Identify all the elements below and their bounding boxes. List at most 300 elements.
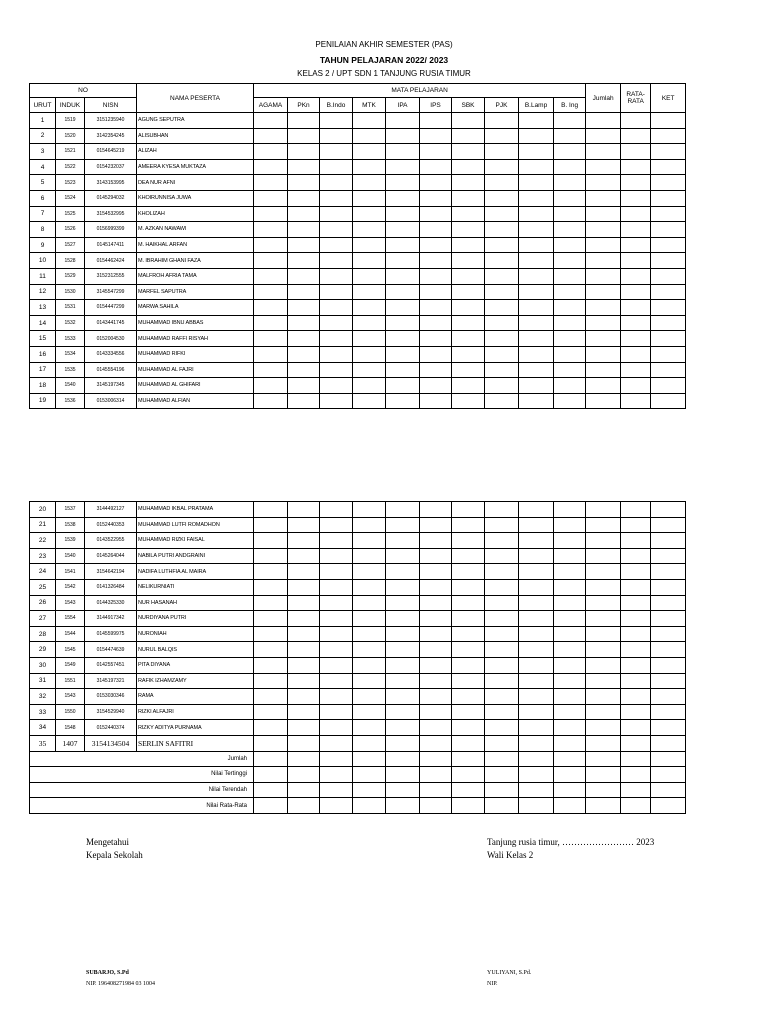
cell-score[interactable] — [386, 720, 420, 736]
cell-score[interactable] — [621, 284, 651, 300]
cell-score[interactable] — [452, 564, 485, 580]
cell-score[interactable] — [320, 673, 353, 689]
cell-score[interactable] — [621, 315, 651, 331]
cell-score[interactable] — [386, 533, 420, 549]
cell-score[interactable] — [452, 190, 485, 206]
cell-score[interactable] — [288, 206, 320, 222]
cell-score[interactable] — [586, 689, 621, 705]
cell-summary[interactable] — [519, 751, 554, 767]
cell-score[interactable] — [519, 611, 554, 627]
cell-score[interactable] — [651, 346, 686, 362]
cell-score[interactable] — [485, 626, 519, 642]
cell-score[interactable] — [254, 378, 288, 394]
cell-score[interactable] — [452, 268, 485, 284]
cell-score[interactable] — [320, 595, 353, 611]
cell-summary[interactable] — [254, 767, 288, 783]
cell-score[interactable] — [386, 673, 420, 689]
cell-score[interactable] — [554, 517, 586, 533]
cell-score[interactable] — [586, 268, 621, 284]
cell-score[interactable] — [320, 548, 353, 564]
cell-score[interactable] — [452, 626, 485, 642]
cell-score[interactable] — [452, 362, 485, 378]
cell-score[interactable] — [519, 315, 554, 331]
cell-score[interactable] — [353, 517, 386, 533]
cell-score[interactable] — [519, 159, 554, 175]
cell-score[interactable] — [288, 315, 320, 331]
cell-score[interactable] — [420, 237, 452, 253]
cell-score[interactable] — [353, 206, 386, 222]
cell-score[interactable] — [353, 502, 386, 518]
cell-score[interactable] — [320, 689, 353, 705]
cell-score[interactable] — [386, 190, 420, 206]
cell-score[interactable] — [519, 284, 554, 300]
cell-score[interactable] — [288, 159, 320, 175]
cell-score[interactable] — [254, 128, 288, 144]
cell-score[interactable] — [586, 720, 621, 736]
cell-score[interactable] — [651, 595, 686, 611]
cell-score[interactable] — [353, 113, 386, 129]
cell-score[interactable] — [452, 253, 485, 269]
cell-score[interactable] — [586, 144, 621, 160]
cell-score[interactable] — [353, 362, 386, 378]
cell-score[interactable] — [651, 300, 686, 316]
cell-score[interactable] — [288, 502, 320, 518]
cell-score[interactable] — [651, 735, 686, 751]
cell-score[interactable] — [651, 253, 686, 269]
cell-summary[interactable] — [621, 782, 651, 798]
cell-score[interactable] — [651, 175, 686, 191]
cell-score[interactable] — [519, 657, 554, 673]
cell-score[interactable] — [254, 735, 288, 751]
cell-summary[interactable] — [519, 798, 554, 814]
cell-score[interactable] — [554, 190, 586, 206]
cell-summary[interactable] — [651, 751, 686, 767]
cell-score[interactable] — [554, 626, 586, 642]
cell-score[interactable] — [485, 159, 519, 175]
cell-score[interactable] — [554, 548, 586, 564]
cell-score[interactable] — [254, 720, 288, 736]
cell-score[interactable] — [485, 735, 519, 751]
cell-score[interactable] — [485, 393, 519, 409]
cell-score[interactable] — [353, 564, 386, 580]
cell-score[interactable] — [621, 268, 651, 284]
cell-score[interactable] — [420, 611, 452, 627]
cell-score[interactable] — [386, 517, 420, 533]
cell-score[interactable] — [621, 595, 651, 611]
cell-score[interactable] — [386, 611, 420, 627]
cell-score[interactable] — [452, 222, 485, 238]
cell-score[interactable] — [353, 642, 386, 658]
cell-score[interactable] — [554, 206, 586, 222]
cell-score[interactable] — [288, 673, 320, 689]
cell-score[interactable] — [554, 331, 586, 347]
cell-summary[interactable] — [320, 767, 353, 783]
cell-score[interactable] — [554, 300, 586, 316]
cell-score[interactable] — [320, 626, 353, 642]
cell-score[interactable] — [420, 144, 452, 160]
cell-score[interactable] — [651, 331, 686, 347]
cell-score[interactable] — [353, 159, 386, 175]
cell-score[interactable] — [386, 642, 420, 658]
cell-summary[interactable] — [386, 767, 420, 783]
cell-score[interactable] — [586, 517, 621, 533]
cell-score[interactable] — [586, 657, 621, 673]
cell-summary[interactable] — [420, 798, 452, 814]
cell-score[interactable] — [519, 689, 554, 705]
cell-score[interactable] — [554, 175, 586, 191]
cell-summary[interactable] — [420, 751, 452, 767]
cell-score[interactable] — [452, 517, 485, 533]
cell-score[interactable] — [420, 222, 452, 238]
cell-score[interactable] — [386, 362, 420, 378]
cell-score[interactable] — [651, 533, 686, 549]
cell-score[interactable] — [485, 564, 519, 580]
cell-summary[interactable] — [586, 798, 621, 814]
cell-score[interactable] — [485, 673, 519, 689]
cell-score[interactable] — [452, 642, 485, 658]
cell-score[interactable] — [621, 175, 651, 191]
cell-score[interactable] — [320, 144, 353, 160]
cell-score[interactable] — [651, 284, 686, 300]
cell-score[interactable] — [353, 346, 386, 362]
cell-score[interactable] — [320, 579, 353, 595]
cell-score[interactable] — [651, 517, 686, 533]
cell-score[interactable] — [651, 579, 686, 595]
cell-score[interactable] — [288, 657, 320, 673]
cell-summary[interactable] — [420, 782, 452, 798]
cell-summary[interactable] — [254, 751, 288, 767]
cell-score[interactable] — [554, 502, 586, 518]
cell-score[interactable] — [452, 315, 485, 331]
cell-score[interactable] — [254, 315, 288, 331]
cell-summary[interactable] — [254, 782, 288, 798]
cell-score[interactable] — [586, 331, 621, 347]
cell-score[interactable] — [320, 362, 353, 378]
cell-score[interactable] — [452, 237, 485, 253]
cell-score[interactable] — [485, 144, 519, 160]
cell-score[interactable] — [288, 222, 320, 238]
cell-score[interactable] — [420, 284, 452, 300]
cell-score[interactable] — [320, 222, 353, 238]
cell-score[interactable] — [651, 673, 686, 689]
cell-score[interactable] — [420, 362, 452, 378]
cell-score[interactable] — [386, 393, 420, 409]
cell-summary[interactable] — [288, 751, 320, 767]
cell-score[interactable] — [386, 595, 420, 611]
cell-score[interactable] — [386, 315, 420, 331]
cell-summary[interactable] — [485, 782, 519, 798]
cell-score[interactable] — [485, 704, 519, 720]
cell-summary[interactable] — [651, 798, 686, 814]
cell-summary[interactable] — [386, 782, 420, 798]
cell-score[interactable] — [519, 673, 554, 689]
cell-score[interactable] — [452, 502, 485, 518]
cell-score[interactable] — [254, 611, 288, 627]
cell-score[interactable] — [519, 502, 554, 518]
cell-score[interactable] — [420, 720, 452, 736]
cell-score[interactable] — [621, 300, 651, 316]
cell-score[interactable] — [485, 237, 519, 253]
cell-score[interactable] — [452, 378, 485, 394]
cell-score[interactable] — [586, 502, 621, 518]
cell-score[interactable] — [586, 704, 621, 720]
cell-score[interactable] — [452, 595, 485, 611]
cell-summary[interactable] — [586, 751, 621, 767]
cell-summary[interactable] — [254, 798, 288, 814]
cell-score[interactable] — [386, 331, 420, 347]
cell-score[interactable] — [288, 378, 320, 394]
cell-score[interactable] — [452, 720, 485, 736]
cell-score[interactable] — [320, 378, 353, 394]
cell-score[interactable] — [452, 673, 485, 689]
cell-score[interactable] — [651, 642, 686, 658]
cell-score[interactable] — [554, 268, 586, 284]
cell-summary[interactable] — [353, 751, 386, 767]
cell-score[interactable] — [353, 268, 386, 284]
cell-summary[interactable] — [452, 798, 485, 814]
cell-score[interactable] — [621, 190, 651, 206]
cell-score[interactable] — [554, 144, 586, 160]
cell-score[interactable] — [420, 268, 452, 284]
cell-score[interactable] — [519, 144, 554, 160]
cell-score[interactable] — [554, 253, 586, 269]
cell-score[interactable] — [621, 222, 651, 238]
cell-score[interactable] — [420, 533, 452, 549]
cell-score[interactable] — [554, 720, 586, 736]
cell-score[interactable] — [519, 564, 554, 580]
cell-score[interactable] — [586, 548, 621, 564]
cell-score[interactable] — [452, 175, 485, 191]
cell-summary[interactable] — [621, 798, 651, 814]
cell-score[interactable] — [452, 548, 485, 564]
cell-score[interactable] — [485, 595, 519, 611]
cell-score[interactable] — [519, 222, 554, 238]
cell-score[interactable] — [386, 704, 420, 720]
cell-score[interactable] — [386, 564, 420, 580]
cell-summary[interactable] — [353, 767, 386, 783]
cell-score[interactable] — [320, 331, 353, 347]
cell-score[interactable] — [320, 284, 353, 300]
cell-score[interactable] — [353, 657, 386, 673]
cell-score[interactable] — [320, 517, 353, 533]
cell-score[interactable] — [254, 222, 288, 238]
cell-summary[interactable] — [519, 782, 554, 798]
cell-score[interactable] — [554, 735, 586, 751]
cell-score[interactable] — [554, 564, 586, 580]
cell-score[interactable] — [651, 626, 686, 642]
cell-score[interactable] — [554, 673, 586, 689]
cell-score[interactable] — [519, 393, 554, 409]
cell-score[interactable] — [586, 175, 621, 191]
cell-score[interactable] — [420, 595, 452, 611]
cell-score[interactable] — [519, 128, 554, 144]
cell-score[interactable] — [386, 626, 420, 642]
cell-score[interactable] — [651, 190, 686, 206]
cell-score[interactable] — [288, 720, 320, 736]
cell-score[interactable] — [485, 253, 519, 269]
cell-score[interactable] — [254, 237, 288, 253]
cell-score[interactable] — [254, 393, 288, 409]
cell-score[interactable] — [353, 548, 386, 564]
cell-score[interactable] — [288, 393, 320, 409]
cell-score[interactable] — [651, 502, 686, 518]
cell-score[interactable] — [420, 175, 452, 191]
cell-score[interactable] — [320, 502, 353, 518]
cell-score[interactable] — [353, 315, 386, 331]
cell-summary[interactable] — [452, 767, 485, 783]
cell-score[interactable] — [288, 564, 320, 580]
cell-score[interactable] — [320, 113, 353, 129]
cell-score[interactable] — [651, 564, 686, 580]
cell-score[interactable] — [554, 237, 586, 253]
cell-score[interactable] — [420, 579, 452, 595]
cell-score[interactable] — [586, 284, 621, 300]
cell-score[interactable] — [353, 331, 386, 347]
cell-score[interactable] — [586, 393, 621, 409]
cell-summary[interactable] — [288, 767, 320, 783]
cell-score[interactable] — [519, 253, 554, 269]
cell-score[interactable] — [254, 533, 288, 549]
cell-score[interactable] — [288, 642, 320, 658]
cell-score[interactable] — [485, 222, 519, 238]
cell-score[interactable] — [586, 315, 621, 331]
cell-score[interactable] — [621, 735, 651, 751]
cell-score[interactable] — [288, 579, 320, 595]
cell-score[interactable] — [651, 159, 686, 175]
cell-score[interactable] — [485, 331, 519, 347]
cell-score[interactable] — [485, 113, 519, 129]
cell-score[interactable] — [452, 393, 485, 409]
cell-score[interactable] — [651, 222, 686, 238]
cell-score[interactable] — [386, 548, 420, 564]
cell-score[interactable] — [254, 190, 288, 206]
cell-score[interactable] — [554, 642, 586, 658]
cell-score[interactable] — [386, 128, 420, 144]
cell-score[interactable] — [353, 284, 386, 300]
cell-score[interactable] — [485, 284, 519, 300]
cell-score[interactable] — [554, 315, 586, 331]
cell-score[interactable] — [554, 284, 586, 300]
cell-score[interactable] — [621, 237, 651, 253]
cell-score[interactable] — [586, 253, 621, 269]
cell-score[interactable] — [288, 626, 320, 642]
cell-score[interactable] — [288, 346, 320, 362]
cell-score[interactable] — [420, 300, 452, 316]
cell-summary[interactable] — [485, 751, 519, 767]
cell-score[interactable] — [586, 673, 621, 689]
cell-score[interactable] — [353, 533, 386, 549]
cell-score[interactable] — [519, 378, 554, 394]
cell-score[interactable] — [651, 378, 686, 394]
cell-score[interactable] — [586, 595, 621, 611]
cell-score[interactable] — [621, 564, 651, 580]
cell-score[interactable] — [254, 300, 288, 316]
cell-score[interactable] — [554, 611, 586, 627]
cell-score[interactable] — [386, 253, 420, 269]
cell-score[interactable] — [452, 611, 485, 627]
cell-score[interactable] — [519, 720, 554, 736]
cell-score[interactable] — [485, 362, 519, 378]
cell-score[interactable] — [519, 595, 554, 611]
cell-summary[interactable] — [554, 798, 586, 814]
cell-score[interactable] — [353, 689, 386, 705]
cell-score[interactable] — [651, 237, 686, 253]
cell-score[interactable] — [651, 128, 686, 144]
cell-score[interactable] — [386, 579, 420, 595]
cell-score[interactable] — [320, 237, 353, 253]
cell-score[interactable] — [386, 159, 420, 175]
cell-score[interactable] — [621, 626, 651, 642]
cell-score[interactable] — [485, 657, 519, 673]
cell-score[interactable] — [320, 564, 353, 580]
cell-score[interactable] — [554, 346, 586, 362]
cell-score[interactable] — [586, 190, 621, 206]
cell-score[interactable] — [554, 704, 586, 720]
cell-score[interactable] — [320, 190, 353, 206]
cell-score[interactable] — [621, 533, 651, 549]
cell-score[interactable] — [651, 393, 686, 409]
cell-score[interactable] — [651, 268, 686, 284]
cell-score[interactable] — [554, 378, 586, 394]
cell-score[interactable] — [320, 206, 353, 222]
cell-score[interactable] — [519, 346, 554, 362]
cell-score[interactable] — [353, 626, 386, 642]
cell-score[interactable] — [320, 393, 353, 409]
cell-score[interactable] — [420, 206, 452, 222]
cell-summary[interactable] — [320, 782, 353, 798]
cell-summary[interactable] — [452, 751, 485, 767]
cell-score[interactable] — [288, 300, 320, 316]
cell-score[interactable] — [420, 548, 452, 564]
cell-score[interactable] — [651, 113, 686, 129]
cell-score[interactable] — [621, 517, 651, 533]
cell-score[interactable] — [519, 735, 554, 751]
cell-score[interactable] — [254, 253, 288, 269]
cell-score[interactable] — [254, 284, 288, 300]
cell-score[interactable] — [485, 611, 519, 627]
cell-score[interactable] — [254, 502, 288, 518]
cell-score[interactable] — [353, 128, 386, 144]
cell-score[interactable] — [386, 502, 420, 518]
cell-score[interactable] — [621, 253, 651, 269]
cell-score[interactable] — [386, 206, 420, 222]
cell-score[interactable] — [420, 253, 452, 269]
cell-score[interactable] — [586, 237, 621, 253]
cell-score[interactable] — [254, 579, 288, 595]
cell-score[interactable] — [554, 595, 586, 611]
cell-score[interactable] — [288, 611, 320, 627]
cell-score[interactable] — [254, 144, 288, 160]
cell-summary[interactable] — [586, 767, 621, 783]
cell-score[interactable] — [254, 657, 288, 673]
cell-score[interactable] — [353, 175, 386, 191]
cell-score[interactable] — [621, 657, 651, 673]
cell-score[interactable] — [420, 113, 452, 129]
cell-score[interactable] — [288, 175, 320, 191]
cell-score[interactable] — [288, 268, 320, 284]
cell-summary[interactable] — [554, 782, 586, 798]
cell-score[interactable] — [651, 689, 686, 705]
cell-summary[interactable] — [386, 751, 420, 767]
cell-score[interactable] — [320, 704, 353, 720]
cell-score[interactable] — [386, 175, 420, 191]
cell-summary[interactable] — [651, 782, 686, 798]
cell-score[interactable] — [353, 378, 386, 394]
cell-score[interactable] — [320, 175, 353, 191]
cell-score[interactable] — [288, 704, 320, 720]
cell-score[interactable] — [485, 642, 519, 658]
cell-score[interactable] — [621, 362, 651, 378]
